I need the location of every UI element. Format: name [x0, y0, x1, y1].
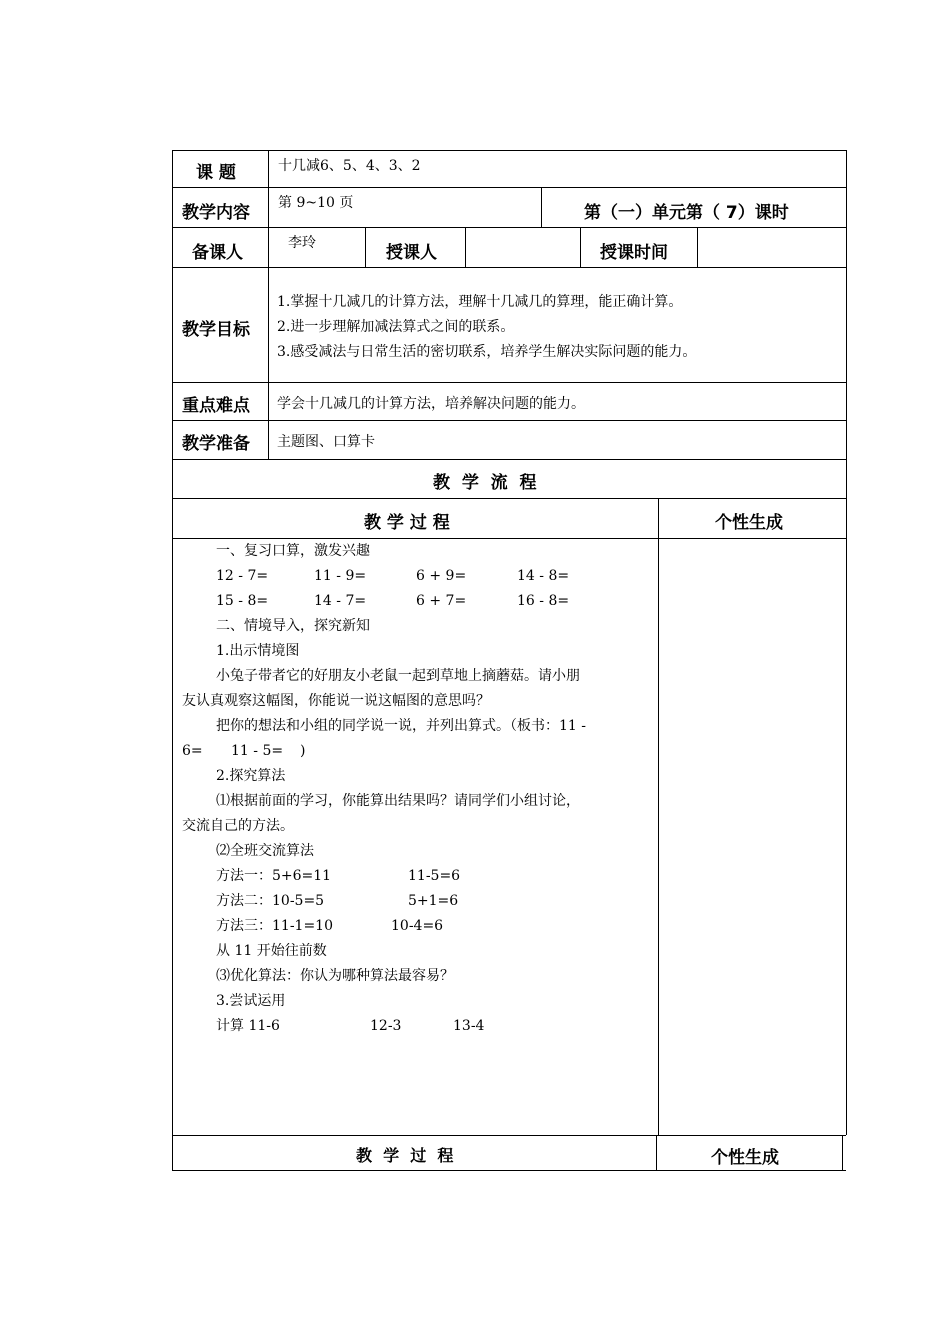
section-title: 二、情境导入，探究新知	[216, 618, 370, 634]
drill-item: 15 - 8=	[216, 593, 269, 609]
goals-label: 教学目标	[182, 320, 250, 340]
method-line: 方法一：5+6=11	[216, 868, 332, 884]
section-title: 一、复习口算，激发兴趣	[216, 543, 370, 559]
paragraph-line: )	[300, 743, 306, 759]
content-value: 第 9~10 页	[278, 195, 354, 211]
paragraph-line: ⑶优化算法：你认为哪种算法最容易？	[216, 968, 454, 984]
footer-personal-header: 个性生成	[711, 1148, 779, 1168]
step-title: 3.尝试运用	[216, 993, 286, 1009]
drill-item: 16 - 8=	[517, 593, 570, 609]
key-points-value: 学会十几减几的计算方法，培养解决问题的能力。	[277, 396, 585, 412]
flow-title: 教 学 流 程	[433, 473, 537, 493]
drill-item: 6 + 7=	[416, 593, 467, 609]
method-line: 方法二：10-5=5	[216, 893, 325, 909]
process-header: 教 学 过 程	[364, 513, 450, 533]
key-points-label: 重点难点	[182, 396, 250, 416]
try-item: 13-4	[453, 1018, 485, 1034]
personal-header: 个性生成	[715, 513, 783, 533]
unit-info: 第（一）单元第（ 7）课时	[584, 203, 789, 223]
paragraph-line: 从 11 开始往前数	[216, 943, 327, 959]
paragraph-line: 小兔子带者它的好朋友小老鼠一起到草地上摘蘑菇。请小朋	[216, 668, 580, 684]
try-item: 12-3	[370, 1018, 402, 1034]
step-title: 1.出示情境图	[216, 643, 300, 659]
preparer-label: 备课人	[192, 243, 243, 263]
method-line: 10-4=6	[391, 918, 444, 934]
paragraph-line: 把你的想法和小组的同学说一说，并列出算式。（板书：11 -	[216, 718, 586, 734]
goal-item: 2.进一步理解加减法算式之间的联系。	[277, 319, 515, 335]
drill-item: 14 - 7=	[314, 593, 367, 609]
drill-item: 12 - 7=	[216, 568, 269, 584]
preparation-label: 教学准备	[182, 434, 250, 454]
content-label: 教学内容	[182, 203, 250, 223]
paragraph-line: ⑵全班交流算法	[216, 843, 314, 859]
drill-item: 11 - 9=	[314, 568, 367, 584]
paragraph-line: 交流自己的方法。	[182, 818, 294, 834]
drill-item: 6 + 9=	[416, 568, 467, 584]
paragraph-line: 11 - 5=	[231, 743, 284, 759]
step-title: 2.探究算法	[216, 768, 286, 784]
preparer-value: 李玲	[288, 235, 316, 251]
footer-process-header: 教 学 过 程	[356, 1146, 454, 1165]
paragraph-line: 友认真观察这幅图，你能说一说这幅图的意思吗？	[182, 693, 490, 709]
method-line: 5+1=6	[408, 893, 459, 909]
drill-item: 14 - 8=	[517, 568, 570, 584]
goal-item: 1.掌握十几减几的计算方法，理解十几减几的算理，能正确计算。	[277, 294, 683, 310]
time-label: 授课时间	[600, 243, 668, 263]
method-line: 11-5=6	[408, 868, 461, 884]
preparation-value: 主题图、口算卡	[277, 434, 375, 450]
try-item: 计算 11-6	[216, 1018, 280, 1034]
topic-value: 十几减6、5、4、3、2	[278, 158, 421, 174]
method-line: 方法三：11-1=10	[216, 918, 333, 934]
paragraph-line: 6=	[182, 743, 203, 759]
paragraph-line: ⑴根据前面的学习，你能算出结果吗？请同学们小组讨论，	[216, 793, 580, 809]
teacher-label: 授课人	[386, 243, 437, 263]
topic-label: 课 题	[196, 163, 236, 183]
goal-item: 3.感受减法与日常生活的密切联系，培养学生解决实际问题的能力。	[277, 344, 697, 360]
